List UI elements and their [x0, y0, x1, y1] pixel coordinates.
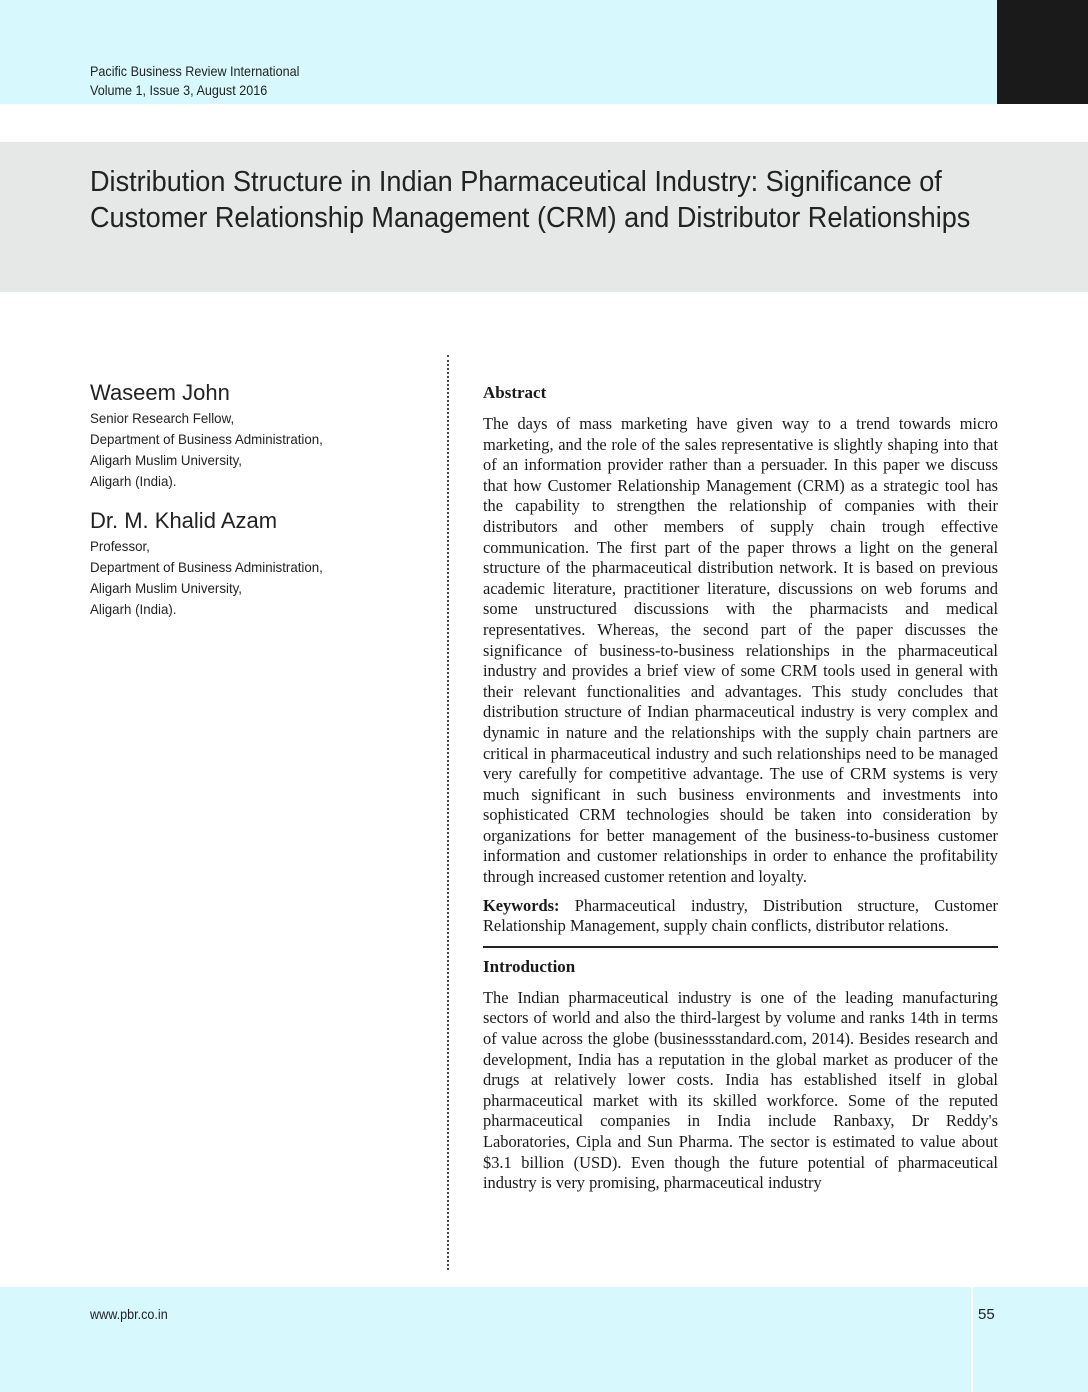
introduction-heading: Introduction	[483, 956, 576, 976]
affiliation-line: Professor,	[90, 538, 150, 554]
abstract-text: The days of mass marketing have given way to a trend towards micro marketing, and the role of the sales representative is slightly shaping into that of an information provider rather than a persuader. In this paper we discuss that how Customer Relationship Management (CRM) as a strategic tool has the capability to strengthen the relationship of companies with their distributors and other members of supply chain trough effective communication. The first part of the paper throws a light on the general structure of the pharmaceutical distribution network. It is based on previous academic literature, practitioner literature, discussions on web forums and some unstructured discussions with the pharmacists and medical representatives. Whereas, the second part of the paper discusses the significance of business-to-business relationships in the pharmaceutical industry and provides a brief view of some CRM tools used in general with their relevant functionalities and advantages. This study concludes that distribution structure of Indian pharmaceutical industry is very complex and dynamic in nature and the relationships with the supply chain partners are critical in pharmaceutical industry and such relationships need to be managed very carefully for competitive advantage. The use of CRM systems is very much significant in such business environments and investments into sophisticated CRM technologies should be taken into consideration by organizations for better management of the business-to-business customer information and customer relationships in order to enhance the profitability through increased customer retention and loyalty.	[483, 414, 998, 887]
affiliation-line: Department of Business Administration,	[90, 559, 323, 575]
author-list	[90, 378, 420, 634]
paper-title	[90, 164, 1002, 236]
column-divider	[447, 355, 449, 1270]
keywords-text: Pharmaceutical industry, Distribution structure, Customer Relationship Management, supply chain conflicts, distributor relations.	[483, 895, 998, 936]
journal-issue: Volume 1, Issue 3, August 2016	[90, 82, 268, 98]
author-name: Waseem John	[90, 380, 230, 405]
paper-title-line-2: Customer Relationship Management (CRM) and Distributor Relationships	[90, 202, 971, 234]
affiliation-line: Aligarh Muslim University,	[90, 580, 242, 596]
paper-title-line-1: Distribution Structure in Indian Pharmaceutical Industry: Significance of	[90, 166, 942, 198]
footer-url: www.pbr.co.in	[90, 1306, 168, 1322]
affiliation-line: Aligarh Muslim University,	[90, 452, 242, 468]
keywords-label: Keywords:	[483, 895, 560, 915]
keywords	[483, 896, 998, 937]
journal-name: Pacific Business Review International	[90, 63, 300, 79]
corner-block	[997, 0, 1088, 104]
section-rule	[483, 946, 998, 948]
affiliation-line: Senior Research Fellow,	[90, 410, 235, 426]
footer-band	[0, 1287, 1088, 1392]
footer-separator	[971, 1287, 973, 1392]
affiliation-line: Department of Business Administration,	[90, 431, 323, 447]
page-number: 55	[978, 1306, 995, 1323]
author-name: Dr. M. Khalid Azam	[90, 508, 278, 533]
abstract-heading: Abstract	[483, 383, 547, 402]
main-column	[483, 382, 998, 1194]
author-block	[90, 378, 420, 492]
author-block	[90, 506, 420, 620]
affiliation-line: Aligarh (India).	[90, 473, 177, 489]
affiliation-line: Aligarh (India).	[90, 601, 177, 617]
introduction-text: The Indian pharmaceutical industry is one of the leading manufacturing sectors of world and also the third-largest by volume and ranks 14th in terms of value across the globe (businessstandard.com, 2014). Besides research and development, India has a reputation in the global market as producer of the drugs at relatively lower costs. India has established itself in global pharmaceutical market with its skilled workforce. Some of the reputed pharmaceutical companies in India include Ranbaxy, Dr Reddy's Laboratories, Cipla and Sun Pharma. The sector is estimated to value about $3.1 billion (USD). Even though the future potential of pharmaceutical industry is very promising, pharmaceutical industry	[483, 987, 998, 1193]
